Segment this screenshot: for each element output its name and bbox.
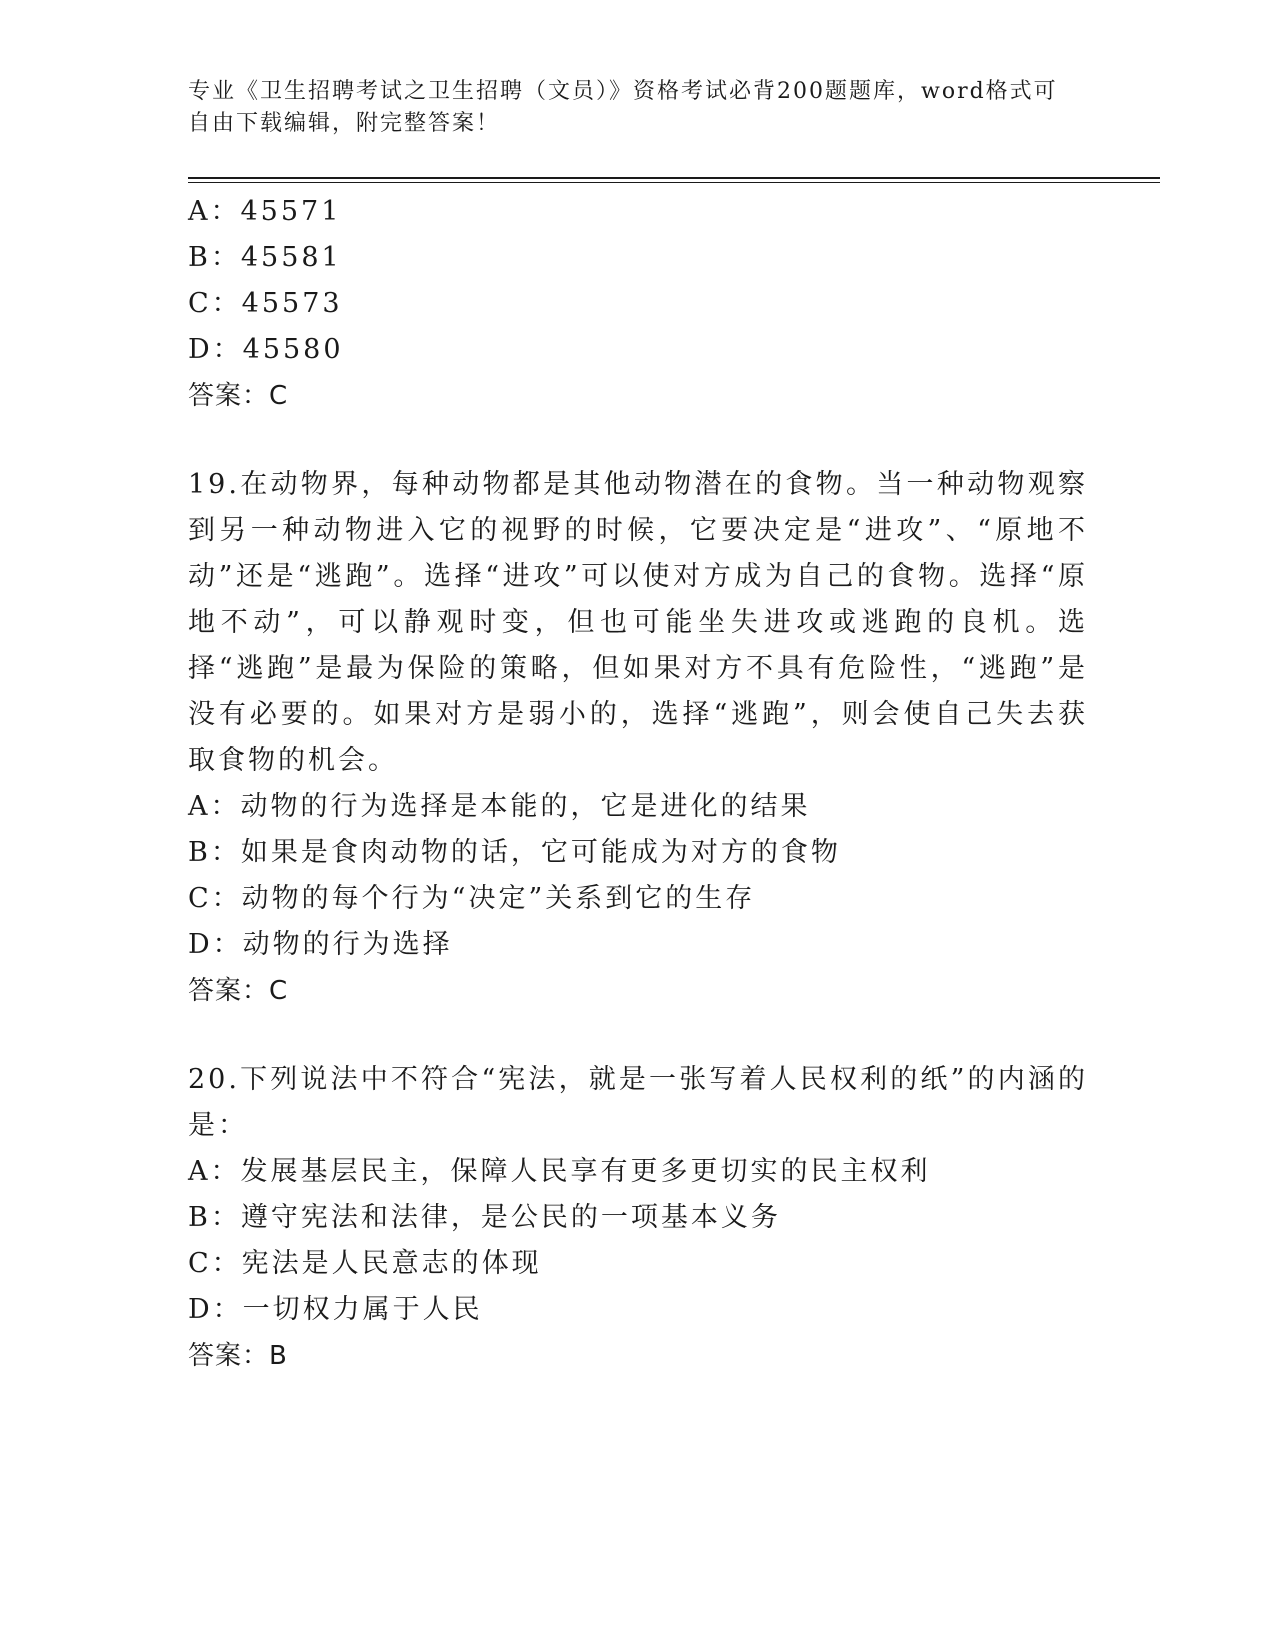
q19-option-a: A：动物的行为选择是本能的，它是进化的结果 [188, 791, 811, 822]
q19-option-b: B：如果是食肉动物的话，它可能成为对方的食物 [188, 837, 841, 868]
q19-option-c: C：动物的每个行为“决定”关系到它的生存 [188, 883, 756, 914]
question-18-block [188, 189, 1088, 419]
q19-option-d: D：动物的行为选择 [188, 929, 453, 960]
question-spacer [188, 1014, 1088, 1057]
q20-option-b: B：遵守宪法和法律，是公民的一项基本义务 [188, 1202, 781, 1233]
q19-answer: 答案：C [188, 976, 289, 1006]
document-header [188, 76, 1068, 140]
question-spacer [188, 419, 1088, 462]
header-divider-thin [188, 182, 1160, 183]
question-20-block [188, 1057, 1088, 1379]
q18-option-a: A：45571 [188, 196, 342, 227]
q20-option-a: A：发展基层民主，保障人民享有更多更切实的民主权利 [188, 1156, 931, 1187]
question-content [188, 189, 1088, 1379]
q18-option-b: B：45581 [188, 242, 342, 273]
q20-text: 20.下列说法中不符合“宪法，就是一张写着人民权利的纸”的内涵的是： [188, 1064, 1088, 1141]
q18-option-d: D：45580 [188, 334, 344, 365]
q18-option-c: C：45573 [188, 288, 343, 319]
q19-text: 19.在动物界，每种动物都是其他动物潜在的食物。当一种动物观察到另一种动物进入它的视野的时候，它要决定是“进攻”、“原地不动”还是“逃跑”。选择“进攻”可以使对方成为自己的食物。选择“原地不动”，可以静观时变，但也可能坐失进攻或逃跑的良机。选择“逃跑”是最为保险的策略，但如果对方不具有危险性，“逃跑”是没有必要的。如果对方是弱小的，选择“逃跑”，则会使自己失去获取食物的机会。 [188, 469, 1088, 776]
document-title: 专业《卫生招聘考试之卫生招聘（文员）》资格考试必背200题题库，word格式可自由下载编辑，附完整答案！ [188, 79, 1058, 136]
header-divider-thick [188, 177, 1160, 179]
q20-option-d: D：一切权力属于人民 [188, 1294, 483, 1325]
q20-option-c: C：宪法是人民意志的体现 [188, 1248, 542, 1279]
q20-answer: 答案：B [188, 1341, 288, 1371]
question-19-block [188, 462, 1088, 1014]
q18-answer: 答案：C [188, 381, 289, 411]
